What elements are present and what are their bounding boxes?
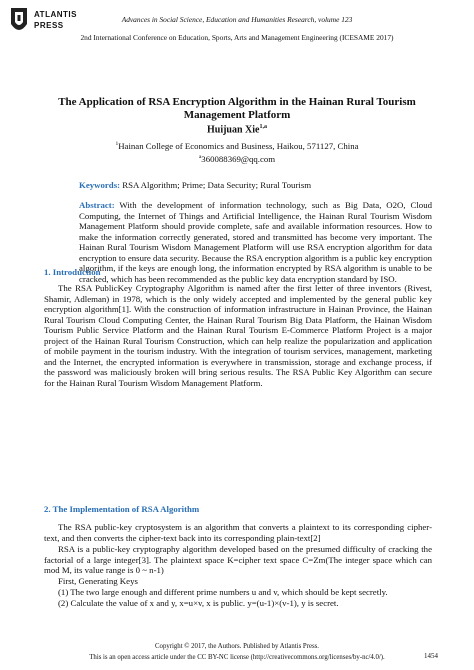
footer-license: This is an open access article under the CC BY-NC license (http://creativecommons.org/licenses/by-nc/4.0/). [89, 654, 385, 661]
author-marks: 1,a [259, 124, 267, 130]
abstract-text: With the development of information technology, such as Big Data, O2O, Cloud Computing, the Internet of Things and Artificial Intelligence, the Hainan Rural Tourism Wisdom Management Platform should provide complete, safe and available information resources. How to make the information correctly generated, stored and transmitted has become very important. The Hainan Rural Tourism Wisdom Management Platform will use RSA encryption algorithm for data encryption to ensure data security. Because the RSA encryption algorithm is a public key encryption algorithm, if the keys are enough long, the information encrypted by RSA algorithm is unable to be cracked, which has been recommended as the public key data encryption standard by ISO. [79, 200, 432, 284]
section-heading-implementation: 2. The Implementation of RSA Algorithm [44, 504, 200, 514]
step-2: (2) Calculate the value of x and y, x=u×v, x is public. y=(u-1)×(v-1), y is secret. [58, 598, 339, 608]
abstract [79, 200, 432, 284]
author-name: Huijuan Xie [206, 124, 260, 136]
author-line [0, 124, 474, 135]
conference-header: 2nd International Conference on Education, Sports, Arts and Management Engineering (ICESAME 2017) [80, 33, 394, 42]
implementation-paragraph-1 [44, 522, 432, 543]
logo-text-line1: ATLANTIS [34, 10, 77, 19]
step-title: First, Generating Keys [58, 576, 138, 586]
implementation-text-2: RSA is a public-key cryptography algorithm developed based on the presumed difficulty of cracking the factorial of a large integer[3]. The plaintext space K=cipher text space C=Zm(The integer space which can mod M, its value range is 0 ~ n-1) [44, 544, 432, 575]
step-1: (1) The two large enough and different prime numbers u and v, which should be kept secretly. [58, 587, 388, 597]
affiliation [0, 139, 474, 165]
implementation-text-1: The RSA public-key cryptosystem is an algorithm that converts a plaintext to its corresponding cipher-text, and then converts the cipher-text back into its corresponding plain-text[2] [44, 522, 432, 543]
logo-text-line2: PRESS [34, 21, 64, 30]
section-heading-introduction: 1. Introduction [44, 267, 101, 277]
affiliation-institution: Hainan College of Economics and Business, Haikou, 571127, China [118, 140, 359, 151]
keywords-label: Keywords: [79, 180, 121, 190]
affiliation-email-line [0, 152, 474, 165]
introduction-text: The RSA PublicKey Cryptography Algorithm is named after the first letter of three inventors (Rivest, Shamir, Adleman) in 1978, which is the only widely accepted and implemented by the general public key encryption algorithm[1]. With the construction of information infrastructure in Hainan Province, the Hainan Rural Tourism Cloud Computing Center, the Hainan Rural Tourism Big Data Platform, the Hainan Wisdom Tourism Public Service Platform and the Hainan Rural Tourism E-Commerce Platform Project is a major project of the Hainan Rural Tourism Construction, which can help realize the popularization and application of mobile payment in the tourism industry. With the integration of tourism services, management, marketing and the Internet, the encrypted information is everywhere in transmission, storage and exchange process, if the password was maliciously broken will bring serious results. The RSA Public Key Algorithm can secure for the Hainan Rural Tourism Wisdom Management Platform. [44, 283, 432, 388]
page-number: 1454 [424, 652, 438, 660]
journal-header: Advances in Social Science, Education and Humanities Research, volume 123 [121, 15, 353, 24]
introduction-paragraph [44, 283, 432, 388]
keywords [79, 180, 311, 190]
paper-title: The Application of RSA Encryption Algorithm in the Hainan Rural Tourism Management Platform [58, 96, 416, 121]
footer-copyright: Copyright © 2017, the Authors. Published by Atlantis Press. [155, 643, 319, 650]
affiliation-institution-line [0, 139, 474, 152]
abstract-label: Abstract: [79, 200, 115, 210]
implementation-paragraph-2 [44, 544, 432, 576]
email-mark: a [198, 153, 202, 160]
keywords-text: RSA Algorithm; Prime; Data Security; Rural Tourism [120, 180, 312, 190]
affiliation-email: 360088369@qq.com [201, 153, 276, 164]
affiliation-mark: 1 [115, 141, 119, 147]
